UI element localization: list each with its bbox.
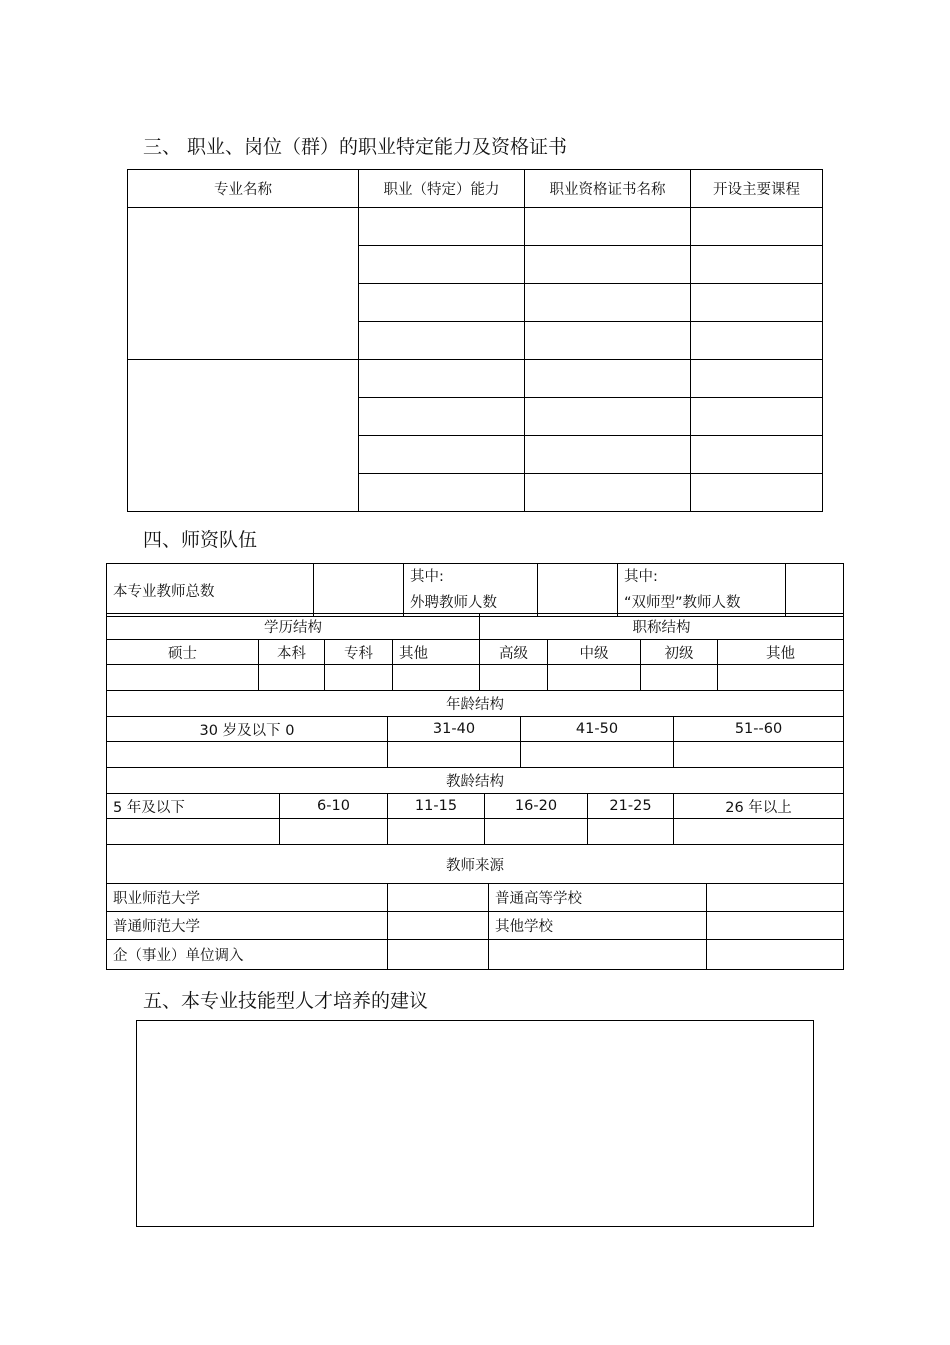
- certificate-cell[interactable]: [525, 208, 691, 246]
- teach-col-6-10: 6-10: [280, 794, 388, 819]
- teaching-age-table: [106, 767, 844, 845]
- external-label: 外聘教师人数: [410, 595, 497, 611]
- header-courses: 开设主要课程: [691, 170, 823, 208]
- source-value-cell[interactable]: [388, 912, 489, 940]
- header-certificate: 职业资格证书名称: [525, 170, 691, 208]
- courses-cell[interactable]: [691, 322, 823, 360]
- ability-cell[interactable]: [359, 398, 525, 436]
- title-value-cell[interactable]: [641, 665, 718, 691]
- source-value-cell[interactable]: [707, 912, 844, 940]
- teacher-source-table: [106, 844, 844, 970]
- header-ability: 职业（特定）能力: [359, 170, 525, 208]
- teacher-source-title: 教师来源: [107, 845, 844, 884]
- title-col-senior: 高级: [480, 640, 548, 665]
- certificate-cell[interactable]: [525, 322, 691, 360]
- external-teachers-value[interactable]: [538, 564, 618, 617]
- major-name-cell[interactable]: [128, 360, 359, 512]
- among-label: 其中:: [410, 569, 444, 585]
- courses-cell[interactable]: [691, 474, 823, 512]
- teach-col-16-20: 16-20: [485, 794, 588, 819]
- age-col-41-50: 41-50: [521, 717, 674, 742]
- teach-value-cell[interactable]: [674, 819, 844, 845]
- source-value-cell[interactable]: [707, 940, 844, 970]
- courses-cell[interactable]: [691, 436, 823, 474]
- courses-cell[interactable]: [691, 398, 823, 436]
- courses-cell[interactable]: [691, 284, 823, 322]
- section5-heading: 五、本专业技能型人才培养的建议: [143, 990, 429, 1012]
- teach-value-cell[interactable]: [107, 819, 280, 845]
- structure-table: [106, 613, 844, 691]
- among-label-2: 其中:: [624, 569, 658, 585]
- source-value-cell[interactable]: [707, 884, 844, 912]
- edu-col-college: 专科: [325, 640, 393, 665]
- section4-heading: 四、师资队伍: [143, 529, 258, 551]
- ability-cell[interactable]: [359, 322, 525, 360]
- suggestion-box[interactable]: [136, 1020, 814, 1227]
- source-general-higher-school: 普通高等学校: [489, 884, 707, 912]
- edu-value-cell[interactable]: [325, 665, 393, 691]
- courses-cell[interactable]: [691, 246, 823, 284]
- age-value-cell[interactable]: [521, 742, 674, 768]
- ability-cell[interactable]: [359, 246, 525, 284]
- teach-col-21-25: 21-25: [588, 794, 674, 819]
- courses-cell[interactable]: [691, 208, 823, 246]
- certificate-cell[interactable]: [525, 398, 691, 436]
- ability-cell[interactable]: [359, 474, 525, 512]
- certificate-cell[interactable]: [525, 284, 691, 322]
- teach-value-cell[interactable]: [588, 819, 674, 845]
- edu-structure-title: 学历结构: [107, 614, 480, 640]
- total-teachers-value[interactable]: [314, 564, 404, 617]
- total-teachers-label: 本专业教师总数: [107, 564, 314, 617]
- ability-cell[interactable]: [359, 284, 525, 322]
- title-value-cell[interactable]: [548, 665, 641, 691]
- source-value-cell[interactable]: [388, 884, 489, 912]
- title-value-cell[interactable]: [480, 665, 548, 691]
- dual-teachers-label: [618, 564, 786, 617]
- dual-teachers-value[interactable]: [786, 564, 844, 617]
- title-col-intermediate: 中级: [548, 640, 641, 665]
- teach-col-26-above: 26 年以上: [674, 794, 844, 819]
- edu-value-cell[interactable]: [393, 665, 480, 691]
- teach-col-5-below: 5 年及以下: [107, 794, 280, 819]
- teach-value-cell[interactable]: [485, 819, 588, 845]
- teacher-totals-table: [106, 563, 844, 617]
- age-table: [106, 690, 844, 768]
- major-name-cell[interactable]: [128, 208, 359, 360]
- certificate-cell[interactable]: [525, 436, 691, 474]
- edu-value-cell[interactable]: [259, 665, 325, 691]
- source-vocational-normal-univ: 职业师范大学: [107, 884, 388, 912]
- edu-value-cell[interactable]: [107, 665, 259, 691]
- teach-value-cell[interactable]: [388, 819, 485, 845]
- age-col-51-60: 51--60: [674, 717, 844, 742]
- title-col-other: 其他: [718, 640, 844, 665]
- section3-heading: 三、 职业、岗位（群）的职业特定能力及资格证书: [143, 136, 568, 158]
- ability-cell[interactable]: [359, 208, 525, 246]
- header-major-name: 专业名称: [128, 170, 359, 208]
- source-other-school: 其他学校: [489, 912, 707, 940]
- ability-cell[interactable]: [359, 360, 525, 398]
- age-col-31-40: 31-40: [388, 717, 521, 742]
- age-value-cell[interactable]: [107, 742, 388, 768]
- teach-col-11-15: 11-15: [388, 794, 485, 819]
- source-value-cell[interactable]: [388, 940, 489, 970]
- title-col-junior: 初级: [641, 640, 718, 665]
- age-value-cell[interactable]: [388, 742, 521, 768]
- edu-col-master: 硕士: [107, 640, 259, 665]
- external-teachers-label: [404, 564, 538, 617]
- title-structure-title: 职称结构: [480, 614, 844, 640]
- source-normal-univ: 普通师范大学: [107, 912, 388, 940]
- edu-col-bachelor: 本科: [259, 640, 325, 665]
- edu-col-other: 其他: [393, 640, 480, 665]
- dual-label: “双师型”教师人数: [624, 595, 741, 611]
- teach-value-cell[interactable]: [280, 819, 388, 845]
- age-value-cell[interactable]: [674, 742, 844, 768]
- age-col-30-below: 30 岁及以下 0: [107, 717, 388, 742]
- certificate-cell[interactable]: [525, 360, 691, 398]
- age-structure-title: 年龄结构: [107, 691, 844, 717]
- source-empty-cell[interactable]: [489, 940, 707, 970]
- certificate-cell[interactable]: [525, 246, 691, 284]
- title-value-cell[interactable]: [718, 665, 844, 691]
- ability-cell[interactable]: [359, 436, 525, 474]
- teaching-age-title: 教龄结构: [107, 768, 844, 794]
- courses-cell[interactable]: [691, 360, 823, 398]
- source-enterprise-transfer: 企（事业）单位调入: [107, 940, 388, 970]
- competency-table: [127, 169, 823, 512]
- certificate-cell[interactable]: [525, 474, 691, 512]
